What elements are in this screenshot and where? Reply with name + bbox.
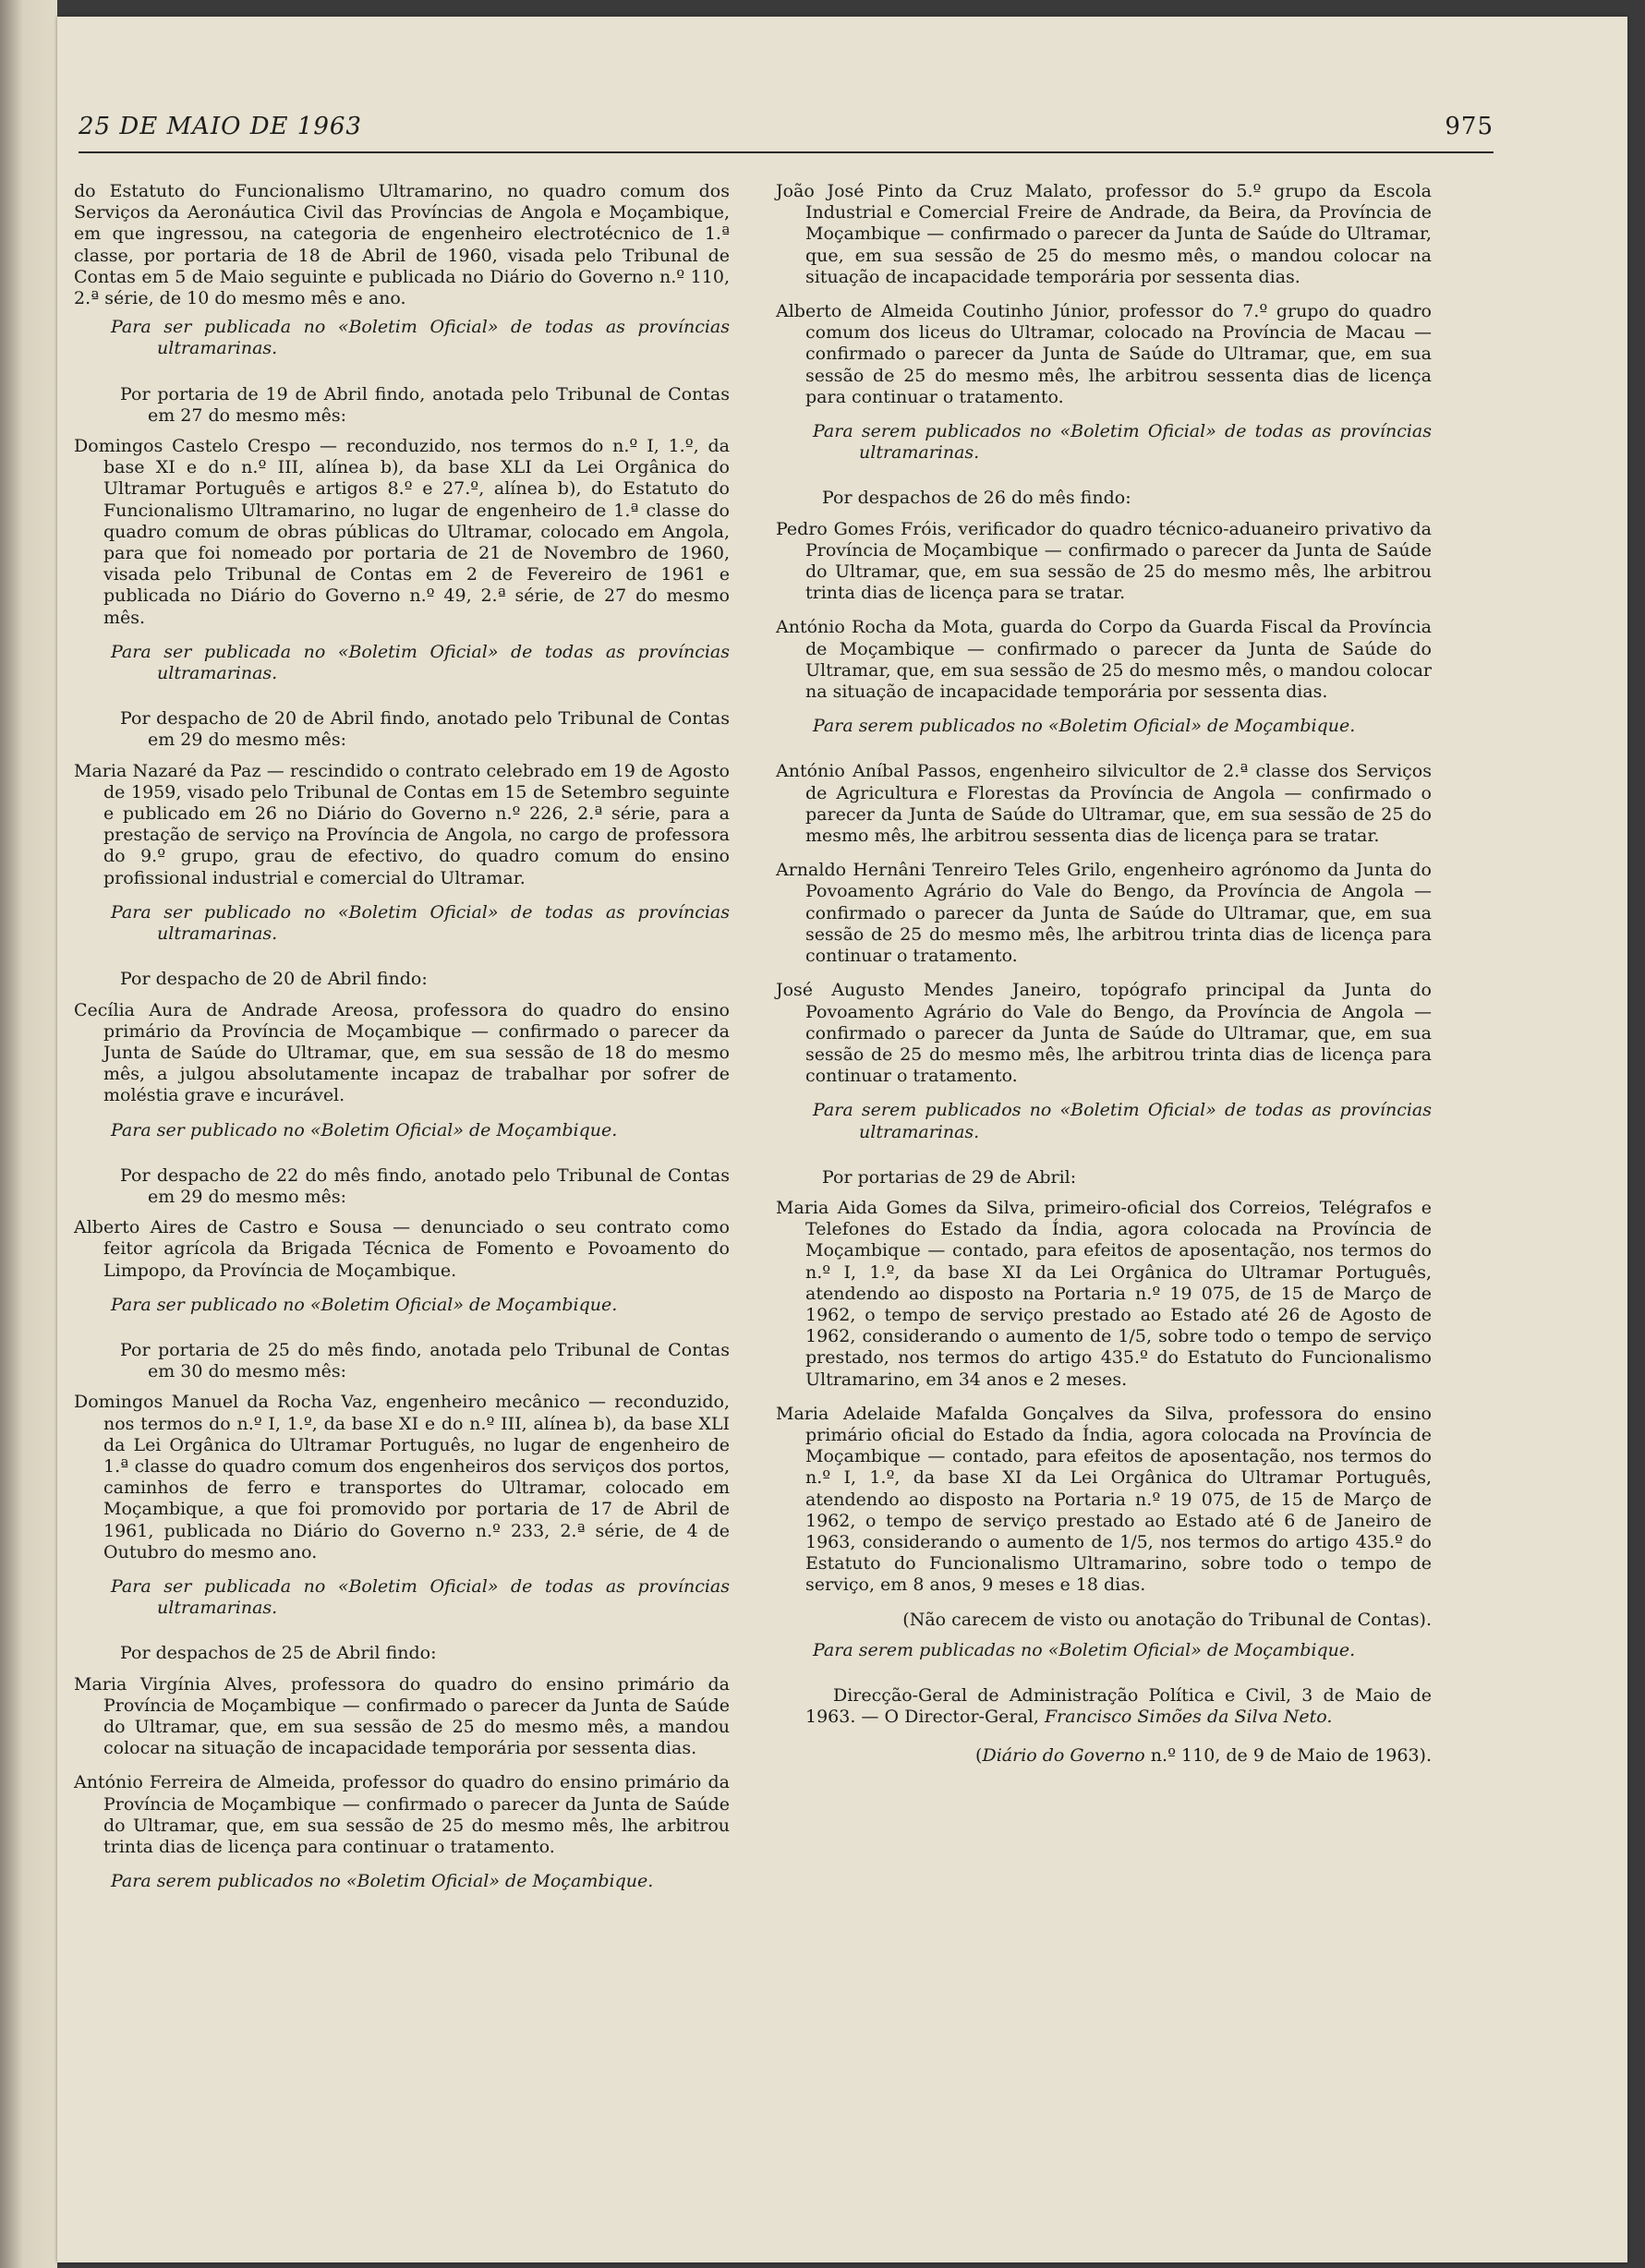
page-header <box>79 113 1494 144</box>
publication-note: Para ser publicado no «Boletim Oficial» de Moçambique. <box>111 1119 618 1140</box>
section-intro: Por portaria de 25 do mês findo, anotada pelo Tribunal de Contas em 30 do mesmo mês: <box>120 1339 730 1382</box>
left-column <box>74 181 730 1916</box>
publication-note: Para serem publicados no «Boletim Oficial» de todas as províncias ultramarinas. <box>813 1100 1432 1142</box>
section-intro: Por despacho de 20 de Abril findo, anotado pelo Tribunal de Contas em 29 do mesmo mês: <box>120 708 730 751</box>
dispatch-entry: Alberto Aires de Castro e Sousa — denunciado o seu contrato como feitor agrícola da Brigada Técnica de Fomento e Povoamento do Limpopo, da Província de Moçambique. <box>74 1217 730 1281</box>
header-rule <box>79 151 1494 153</box>
publication-note: Para ser publicado no «Boletim Oficial» de Moçambique. <box>111 1294 618 1315</box>
source-journal: Diário do Governo <box>982 1745 1145 1767</box>
signature-text: Direcção-Geral de Administração Política e Civil, 3 de Maio de 1963. — O Director-Geral, <box>805 1684 1432 1728</box>
dispatch-entry: Maria Aida Gomes da Silva, primeiro-oficial dos Correios, Telégrafos e Telefones do Estado da Índia, agora colocada na Província de Moçambique — contado, para efeitos de aposentação, nos termos do n.º I, 1.º, da base XI da Lei Orgânica do Ultramar Português, atendendo ao disposto na Portaria n.º 19 075, de 15 de Março de 1962, o tempo de serviço prestado ao Estado até 26 de Agosto de 1962, considerando o aumento de 1/5, sobre todo o tempo de serviço prestado, nos termos do artigo 435.º do Estatuto do Funcionalismo Ultramarino, em 34 anos e 2 meses. <box>776 1197 1432 1390</box>
publication-note: Para serem publicados no «Boletim Oficial» de Moçambique. <box>111 1871 654 1892</box>
right-column <box>776 181 1432 1785</box>
dispatch-entry: Maria Nazaré da Paz — rescindido o contrato celebrado em 19 de Agosto de 1959, visado pelo Tribunal de Contas em 15 de Setembro seguinte e publicado em 26 no Diário do Governo n.º 226, 2.ª série, para a prestação de serviço na Província de Angola, no cargo de professora do 9.º grupo, grau de efectivo, do quadro comum do ensino profissional industrial e comercial do Ultramar. <box>74 760 730 888</box>
source-rest: n.º 110, de 9 de Maio de 1963). <box>1144 1745 1432 1767</box>
dispatch-entry: Domingos Manuel da Rocha Vaz, engenheiro mecânico — reconduzido, nos termos do n.º I, 1.º, da base XI e do n.º III, alínea b), da base XLI da Lei Orgânica do Ultramar Português, no lugar de engenheiro de 1.ª classe do quadro comum dos engenheiros dos serviços dos portos, caminhos de ferro e transportes do Ultramar, colocado em Moçambique, a que foi promovido por portaria de 17 de Abril de 1961, publicada no Diário do Governo n.º 233, 2.ª série, de 4 de Outubro do mesmo ano. <box>74 1392 730 1562</box>
publication-note: Para serem publicadas no «Boletim Oficial» de Moçambique. <box>813 1639 1356 1660</box>
section-intro: Por despachos de 25 de Abril findo: <box>120 1643 437 1664</box>
dispatch-entry: João José Pinto da Cruz Malato, professor do 5.º grupo da Escola Industrial e Comercial Freire de Andrade, da Beira, da Província de Moçambique — confirmado o parecer da Junta de Saúde do Ultramar, que, em sua sessão de 25 do mesmo mês, o mandou colocar na situação de incapacidade temporária por sessenta dias. <box>776 181 1432 287</box>
visa-note: (Não carecem de visto ou anotação do Tribunal de Contas). <box>902 1609 1432 1630</box>
dispatch-entry: José Augusto Mendes Janeiro, topógrafo principal da Junta do Povoamento Agrário do Vale do Bengo, da Província de Angola — confirmado o parecer da Junta de Saúde do Ultramar, que, em sua sessão de 25 do mesmo mês, lhe arbitrou trinta dias de licença para continuar o tratamento. <box>776 980 1432 1087</box>
publication-note: Para serem publicados no «Boletim Oficial» de todas as províncias ultramarinas. <box>813 421 1432 464</box>
publication-note: Para ser publicada no «Boletim Oficial» de todas as províncias ultramarinas. <box>111 1575 730 1619</box>
dispatch-entry: Pedro Gomes Fróis, verificador do quadro técnico-aduaneiro privativo da Província de Moçambique — confirmado o parecer da Junta de Saúde do Ultramar, que, em sua sessão de 25 do mesmo mês, lhe arbitrou trinta dias de licença para se tratar. <box>776 518 1432 604</box>
dispatch-entry: Arnaldo Hernâni Tenreiro Teles Grilo, engenheiro agrónomo da Junta do Povoamento Agrário do Vale do Bengo, da Província de Angola — confirmado o parecer da Junta de Saúde do Ultramar, que, em sua sessão de 25 do mesmo mês, lhe arbitrou trinta dias de licença para continuar o tratamento. <box>776 860 1432 967</box>
dispatch-entry: António Rocha da Mota, guarda do Corpo da Guarda Fiscal da Província de Moçambique — confirmado o parecer da Junta de Saúde do Ultramar, que, em sua sessão de 25 do mesmo mês, o mandou colocar na situação de incapacidade temporária por sessenta dias. <box>776 617 1432 703</box>
header-date: 25 DE MAIO DE 1963 <box>79 113 362 140</box>
publication-note: Para ser publicada no «Boletim Oficial» de todas as províncias ultramarinas. <box>111 317 730 359</box>
signatory-name: Francisco Simões da Silva Neto. <box>1044 1707 1333 1728</box>
continued-paragraph: do Estatuto do Funcionalismo Ultramarino, no quadro comum dos Serviços da Aeronáutica Civil das Províncias de Angola e Moçambique, em que ingressou, na categoria de engenheiro electrotécnico de 1.ª classe, por portaria de 18 de Abril de 1960, visada pelo Tribunal de Contas em 5 de Maio seguinte e publicada no Diário do Governo n.º 110, 2.ª série, de 10 do mesmo mês e ano. <box>74 181 730 309</box>
source-open: ( <box>975 1745 983 1767</box>
dispatch-entry: Maria Virgínia Alves, professora do quadro do ensino primário da Província de Moçambique — confirmado o parecer da Junta de Saúde do Ultramar, que, em sua sessão de 25 do mesmo mês, a mandou colocar na situação de incapacidade temporária por sessenta dias. <box>74 1673 730 1759</box>
dispatch-entry: Domingos Castelo Crespo — reconduzido, nos termos do n.º I, 1.º, da base XI e do n.º III, alínea b), da base XLI da Lei Orgânica do Ultramar Português e artigos 8.º e 27.º, alínea b), do Estatuto do Funcionalismo Ultramarino, no lugar de engenheiro de 1.ª classe do quadro comum de obras públicas do Ultramar, colocado em Angola, para que foi nomeado por portaria de 21 de Novembro de 1960, visada pelo Tribunal de Contas em 2 de Fevereiro de 1961 e publicada no Diário do Governo n.º 49, 2.ª série, de 27 do mesmo mês. <box>74 436 730 628</box>
page-number: 975 <box>1445 113 1494 140</box>
dispatch-entry: Maria Adelaide Mafalda Gonçalves da Silva, professora do ensino primário oficial do Estado da Índia, agora colocada na Província de Moçambique — contado, para efeitos de aposentação, nos termos do n.º I, 1.º, da base XI da Lei Orgânica do Ultramar Português, atendendo ao disposto na Portaria n.º 19 075, de 15 de Março de 1962, o tempo de serviço prestado ao Estado até 6 de Janeiro de 1963, considerando o aumento de 1/5, nos termos do artigo 435.º do Estatuto do Funcionalismo Ultramarino, sobre todo o tempo de serviço, em 8 anos, 9 meses e 18 dias. <box>776 1403 1432 1596</box>
section-intro: Por despacho de 20 de Abril findo: <box>120 969 428 990</box>
publication-note: Para serem publicados no «Boletim Oficial» de Moçambique. <box>813 716 1356 737</box>
page-edge-shadow <box>0 0 57 2268</box>
signature-block <box>776 1685 1432 1728</box>
publication-note: Para ser publicada no «Boletim Oficial» de todas as províncias ultramarinas. <box>111 641 730 684</box>
section-intro: Por portarias de 29 de Abril: <box>822 1166 1077 1188</box>
section-intro: Por despachos de 26 do mês findo: <box>822 488 1131 509</box>
dispatch-entry: Alberto de Almeida Coutinho Júnior, professor do 7.º grupo do quadro comum dos liceus do Ultramar, colocado na Província de Macau — confirmado o parecer da Junta de Saúde do Ultramar, que, em sua sessão de 25 do mesmo mês, lhe arbitrou sessenta dias de licença para continuar o tratamento. <box>776 301 1432 407</box>
section-intro: Por portaria de 19 de Abril findo, anotada pelo Tribunal de Contas em 27 do mesmo mês: <box>120 383 730 426</box>
dispatch-entry: Cecília Aura de Andrade Areosa, professora do quadro do ensino primário da Província de Moçambique — confirmado o parecer da Junta de Saúde do Ultramar, que, em sua sessão de 18 do mesmo mês, a julgou absolutamente incapaz de trabalhar por sofrer de moléstia grave e incurável. <box>74 999 730 1106</box>
section-intro: Por despacho de 22 do mês findo, anotado pelo Tribunal de Contas em 29 do mesmo mês: <box>120 1164 730 1207</box>
source-note <box>776 1745 1432 1767</box>
dispatch-entry: António Aníbal Passos, engenheiro silvicultor de 2.ª classe dos Serviços de Agricultura e Florestas da Província de Angola — confirmado o parecer da Junta de Saúde do Ultramar, que, em sua sessão de 25 do mesmo mês, lhe arbitrou sessenta dias de licença para se tratar. <box>776 761 1432 847</box>
publication-note: Para ser publicado no «Boletim Oficial» de todas as províncias ultramarinas. <box>111 901 730 945</box>
dispatch-entry: António Ferreira de Almeida, professor do quadro do ensino primário da Província de Moçambique — confirmado o parecer da Junta de Saúde do Ultramar, que, em sua sessão de 25 do mesmo mês, lhe arbitrou trinta dias de licença para continuar o tratamento. <box>74 1772 730 1857</box>
